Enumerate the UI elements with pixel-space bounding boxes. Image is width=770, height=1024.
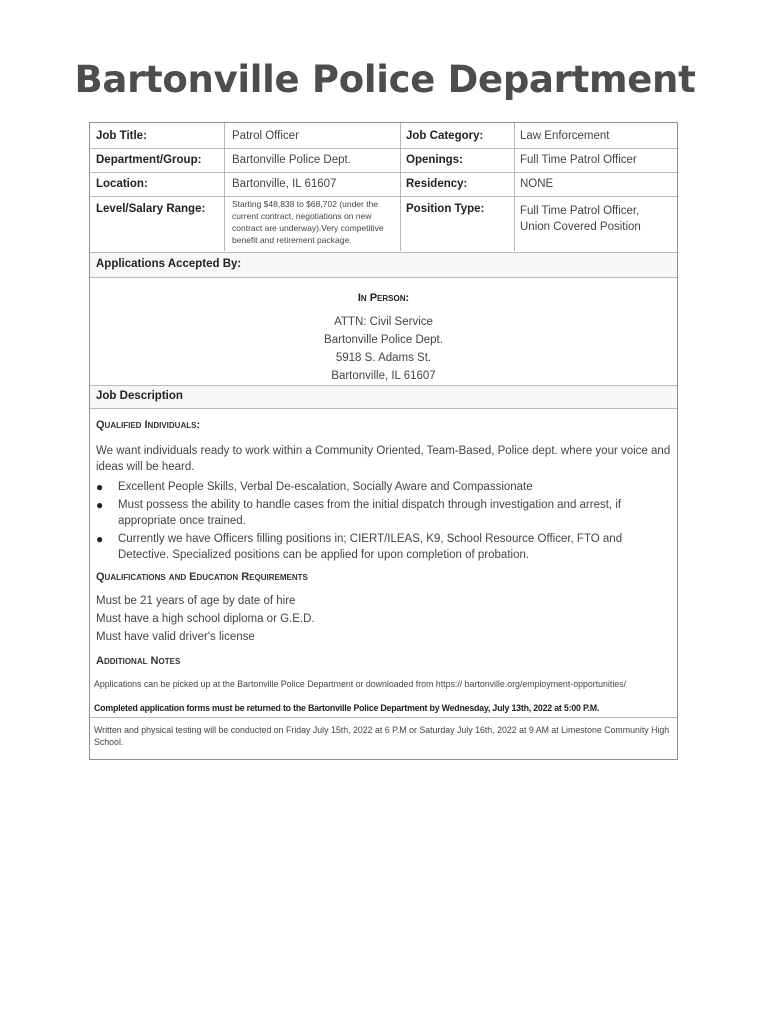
- notes-heading: Additional Notes: [96, 655, 181, 667]
- notes-testing: Written and physical testing will be conducted on Friday July 15th, 2022 at 6 P.M or Saturday July 16th, 2022 at 9 AM at Limestone Community High School.: [94, 725, 670, 747]
- page-title: Bartonville Police Department: [74, 58, 696, 101]
- department-value: Bartonville Police Dept.: [232, 154, 351, 166]
- notes-text: Applications can be picked up at the Bartonville Police Department or downloaded from https:// bartonville.org/employment-opportunities/: [94, 679, 627, 689]
- requirement-item: Must have valid driver's license: [96, 631, 255, 643]
- col-divider-3: [514, 123, 515, 251]
- notes-deadline: Completed application forms must be returned to the Bartonville Police Department by Wednesday, July 13th, 2022 at 5:00 P.M.: [94, 703, 600, 713]
- position-type-value: Full Time Patrol Officer, Union Covered Position: [520, 205, 641, 233]
- bullet-icon: ●: [96, 498, 104, 512]
- intro-text: We want individuals ready to work within a Community Oriented, Team-Based, Police dept. where your voice and ideas will be heard.: [96, 445, 671, 473]
- notes-divider: [90, 717, 677, 718]
- requirement-item: Must have a high school diploma or G.E.D.: [96, 613, 315, 625]
- bullet-icon: ●: [96, 532, 104, 546]
- row-location: [90, 172, 677, 197]
- salary-label: Level/Salary Range:: [96, 203, 206, 215]
- applications-heading: Applications Accepted By:: [96, 258, 242, 270]
- job-category-value: Law Enforcement: [520, 130, 610, 142]
- col-divider-1: [224, 123, 225, 251]
- openings-value: Full Time Patrol Officer: [520, 154, 637, 166]
- address-line: Bartonville, IL 61607: [331, 370, 436, 382]
- department-label: Department/Group:: [96, 154, 202, 166]
- in-person-heading: In Person:: [357, 292, 410, 304]
- requirement-item: Must be 21 years of age by date of hire: [96, 595, 296, 607]
- job-posting-table: Job Title: Patrol Officer Job Category: Law Enforcement Department/Group: Bartonville Police Dept. Openings: Full Time Patrol Officer Location: Bartonville, IL 61607 Residency: NONE Level/Salary Range: Starting $48,838 to $68,702 (under the current contract, negotiations on new contract are underway).Very competitive benefit and retirement package. Position Type: Full Time Patrol Officer, Union Covered Position Applications Accepted By: In Person: ATTN: Civil Service Bartonville Police Dept. 5918 S. Adams St. Bartonville, IL 61607 Job Description Qualified Individuals: We want individuals ready to work within a Community Oriented, Team-Based, Police dept. where your voice and ideas will be heard. ● Excellent People Skills, Verbal De-escalation, Socially Aware and Compassionate ● Must possess the ability to handle cases from the initial dispatch through investigation and arrest, if appropriate once trained. ● Currently we have Officers filling positions in; CIERT/ILEAS, K9, School Resource Officer, FTO and Detective. Specialized positions can be applied for upon completion of probation. Qualifications and Education Requirements Must be 21 years of age by date of hire Must have a high school diploma or G.E.D. Must have valid driver's license Additional Notes Applications can be picked up at the Bartonville Police Department or downloaded from https:// bartonville.org/employment-opportunities/ Completed application forms must be returned to the Bartonville Police Department by Wednesday, July 13th, 2022 at 5:00 P.M. Written and physical testing will be conducted on Friday July 15th, 2022 at 6 P.M or Saturday July 16th, 2022 at 9 AM at Limestone Community High School.: [89, 122, 678, 760]
- location-value: Bartonville, IL 61607: [232, 178, 337, 190]
- openings-label: Openings:: [406, 154, 463, 166]
- job-category-label: Job Category:: [406, 130, 484, 142]
- bullet-icon: ●: [96, 480, 104, 494]
- address-line: 5918 S. Adams St.: [335, 352, 432, 364]
- job-description-heading: Job Description: [96, 390, 183, 402]
- job-title-value: Patrol Officer: [232, 130, 299, 142]
- address-line: ATTN: Civil Service: [334, 316, 433, 328]
- residency-value: NONE: [520, 178, 554, 190]
- position-type-label: Position Type:: [406, 203, 485, 215]
- job-title-label: Job Title:: [96, 130, 147, 142]
- requirements-heading: Qualifications and Education Requirements: [96, 571, 308, 583]
- in-person-block: [90, 289, 677, 385]
- residency-label: Residency:: [406, 178, 468, 190]
- location-label: Location:: [96, 178, 148, 190]
- salary-value: Starting $48,838 to $68,702 (under the current contract, negotiations on new contract are underway).Very competitive benefit and retirement package.: [232, 199, 384, 245]
- address-line: Bartonville Police Dept.: [324, 334, 443, 346]
- qualified-heading: Qualified Individuals:: [96, 419, 201, 431]
